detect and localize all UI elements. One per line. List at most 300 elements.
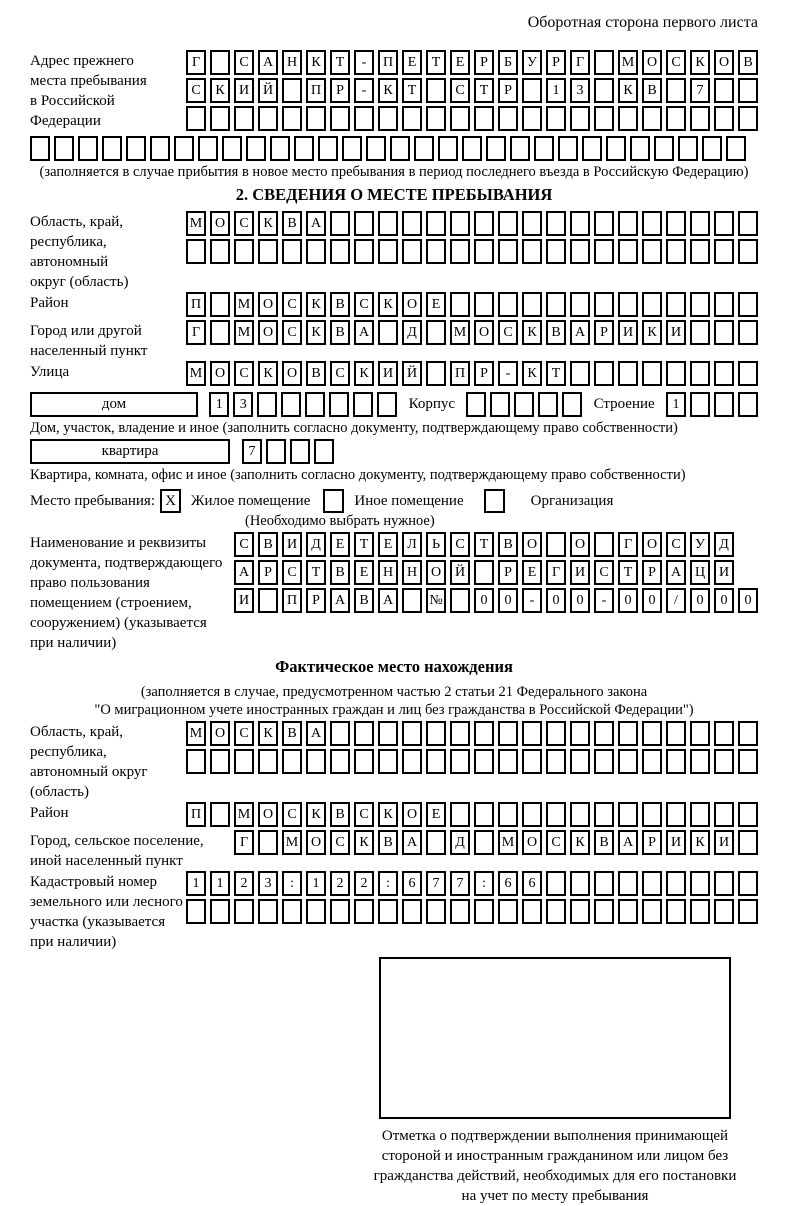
- char-cell[interactable]: [642, 292, 662, 317]
- char-cell[interactable]: [570, 211, 590, 236]
- char-cell[interactable]: [282, 78, 302, 103]
- char-cell[interactable]: С: [282, 560, 302, 585]
- char-cell[interactable]: С: [330, 361, 350, 386]
- char-cell[interactable]: [290, 439, 310, 464]
- char-cell[interactable]: [402, 211, 422, 236]
- char-cell[interactable]: В: [378, 830, 398, 855]
- char-cell[interactable]: [330, 721, 350, 746]
- char-cell[interactable]: В: [498, 532, 518, 557]
- char-cell[interactable]: С: [354, 802, 374, 827]
- char-cell[interactable]: О: [210, 721, 230, 746]
- char-cell[interactable]: А: [258, 50, 278, 75]
- char-cell[interactable]: [210, 50, 230, 75]
- char-cell[interactable]: [390, 136, 410, 161]
- char-cell[interactable]: [738, 802, 758, 827]
- char-cell[interactable]: [210, 899, 230, 924]
- char-cell[interactable]: 1: [666, 392, 686, 417]
- char-cell[interactable]: [666, 871, 686, 896]
- char-cell[interactable]: [402, 899, 422, 924]
- char-cell[interactable]: [378, 239, 398, 264]
- char-cell[interactable]: [738, 392, 758, 417]
- char-cell[interactable]: В: [642, 78, 662, 103]
- char-cell[interactable]: С: [450, 78, 470, 103]
- char-cell[interactable]: У: [522, 50, 542, 75]
- char-cell[interactable]: О: [282, 361, 302, 386]
- char-cell[interactable]: М: [234, 802, 254, 827]
- char-cell[interactable]: [714, 392, 734, 417]
- char-cell[interactable]: [522, 899, 542, 924]
- char-cell[interactable]: О: [426, 560, 446, 585]
- char-cell[interactable]: [174, 136, 194, 161]
- char-cell[interactable]: 2: [234, 871, 254, 896]
- char-cell[interactable]: [738, 292, 758, 317]
- char-cell[interactable]: -: [594, 588, 614, 613]
- char-cell[interactable]: А: [306, 211, 326, 236]
- char-cell[interactable]: [318, 136, 338, 161]
- char-cell[interactable]: [606, 136, 626, 161]
- char-cell[interactable]: [618, 292, 638, 317]
- char-cell[interactable]: 0: [570, 588, 590, 613]
- char-cell[interactable]: [546, 802, 566, 827]
- char-cell[interactable]: В: [546, 320, 566, 345]
- char-cell[interactable]: О: [474, 320, 494, 345]
- char-cell[interactable]: С: [282, 802, 302, 827]
- char-cell[interactable]: [330, 239, 350, 264]
- char-cell[interactable]: [594, 239, 614, 264]
- char-cell[interactable]: [714, 802, 734, 827]
- char-cell[interactable]: [534, 136, 554, 161]
- char-cell[interactable]: К: [258, 721, 278, 746]
- char-cell[interactable]: О: [522, 532, 542, 557]
- char-cell[interactable]: 1: [186, 871, 206, 896]
- residence-type-checkbox-zhiloe[interactable]: X: [160, 489, 181, 513]
- char-cell[interactable]: К: [258, 361, 278, 386]
- char-cell[interactable]: [570, 106, 590, 131]
- char-cell[interactable]: [354, 239, 374, 264]
- char-cell[interactable]: К: [306, 320, 326, 345]
- char-cell[interactable]: [714, 239, 734, 264]
- char-cell[interactable]: [426, 211, 446, 236]
- char-cell[interactable]: С: [594, 560, 614, 585]
- char-cell[interactable]: Д: [306, 532, 326, 557]
- char-cell[interactable]: А: [354, 320, 374, 345]
- char-cell[interactable]: К: [306, 802, 326, 827]
- char-cell[interactable]: [690, 239, 710, 264]
- char-cell[interactable]: С: [234, 361, 254, 386]
- char-cell[interactable]: -: [354, 50, 374, 75]
- char-cell[interactable]: [54, 136, 74, 161]
- char-cell[interactable]: [594, 50, 614, 75]
- char-cell[interactable]: К: [618, 78, 638, 103]
- char-cell[interactable]: [618, 361, 638, 386]
- char-cell[interactable]: Н: [402, 560, 422, 585]
- char-cell[interactable]: О: [570, 532, 590, 557]
- char-cell[interactable]: [570, 802, 590, 827]
- char-cell[interactable]: [558, 136, 578, 161]
- char-cell[interactable]: М: [282, 830, 302, 855]
- char-cell[interactable]: У: [690, 532, 710, 557]
- char-cell[interactable]: [402, 106, 422, 131]
- char-cell[interactable]: [618, 721, 638, 746]
- char-cell[interactable]: 7: [426, 871, 446, 896]
- char-cell[interactable]: М: [186, 721, 206, 746]
- char-cell[interactable]: [594, 78, 614, 103]
- char-cell[interactable]: С: [666, 50, 686, 75]
- char-cell[interactable]: 2: [330, 871, 350, 896]
- char-cell[interactable]: [594, 899, 614, 924]
- char-cell[interactable]: [186, 749, 206, 774]
- char-cell[interactable]: К: [210, 78, 230, 103]
- char-cell[interactable]: И: [666, 830, 686, 855]
- char-cell[interactable]: Т: [354, 532, 374, 557]
- char-cell[interactable]: С: [234, 532, 254, 557]
- char-cell[interactable]: К: [378, 292, 398, 317]
- char-cell[interactable]: Е: [450, 50, 470, 75]
- char-cell[interactable]: М: [450, 320, 470, 345]
- char-cell[interactable]: [570, 239, 590, 264]
- char-cell[interactable]: [450, 802, 470, 827]
- char-cell[interactable]: [450, 899, 470, 924]
- char-cell[interactable]: К: [522, 320, 542, 345]
- char-cell[interactable]: В: [594, 830, 614, 855]
- char-cell[interactable]: :: [378, 871, 398, 896]
- char-cell[interactable]: Й: [402, 361, 422, 386]
- char-cell[interactable]: Р: [642, 830, 662, 855]
- char-cell[interactable]: [462, 136, 482, 161]
- char-cell[interactable]: [570, 721, 590, 746]
- char-cell[interactable]: [234, 239, 254, 264]
- char-cell[interactable]: П: [186, 292, 206, 317]
- char-cell[interactable]: [486, 136, 506, 161]
- char-cell[interactable]: [642, 899, 662, 924]
- char-cell[interactable]: [222, 136, 242, 161]
- char-cell[interactable]: [738, 830, 758, 855]
- char-cell[interactable]: [474, 721, 494, 746]
- char-cell[interactable]: [522, 211, 542, 236]
- char-cell[interactable]: [562, 392, 582, 417]
- char-cell[interactable]: Р: [498, 560, 518, 585]
- char-cell[interactable]: Т: [474, 532, 494, 557]
- char-cell[interactable]: [426, 361, 446, 386]
- char-cell[interactable]: [594, 211, 614, 236]
- char-cell[interactable]: :: [474, 871, 494, 896]
- char-cell[interactable]: [210, 292, 230, 317]
- char-cell[interactable]: Д: [402, 320, 422, 345]
- char-cell[interactable]: [546, 106, 566, 131]
- char-cell[interactable]: [738, 749, 758, 774]
- char-cell[interactable]: [498, 239, 518, 264]
- char-cell[interactable]: [666, 211, 686, 236]
- char-cell[interactable]: П: [450, 361, 470, 386]
- char-cell[interactable]: [426, 239, 446, 264]
- char-cell[interactable]: [258, 749, 278, 774]
- char-cell[interactable]: [210, 802, 230, 827]
- char-cell[interactable]: [546, 292, 566, 317]
- char-cell[interactable]: А: [306, 721, 326, 746]
- char-cell[interactable]: [594, 361, 614, 386]
- char-cell[interactable]: Р: [330, 78, 350, 103]
- char-cell[interactable]: №: [426, 588, 446, 613]
- char-cell[interactable]: [426, 78, 446, 103]
- char-cell[interactable]: [642, 239, 662, 264]
- char-cell[interactable]: К: [354, 830, 374, 855]
- char-cell[interactable]: [738, 239, 758, 264]
- char-cell[interactable]: [474, 292, 494, 317]
- char-cell[interactable]: [702, 136, 722, 161]
- char-cell[interactable]: [714, 721, 734, 746]
- char-cell[interactable]: 6: [498, 871, 518, 896]
- char-cell[interactable]: [510, 136, 530, 161]
- char-cell[interactable]: [210, 749, 230, 774]
- char-cell[interactable]: К: [354, 361, 374, 386]
- char-cell[interactable]: [126, 136, 146, 161]
- char-cell[interactable]: [666, 78, 686, 103]
- char-cell[interactable]: Т: [402, 78, 422, 103]
- char-cell[interactable]: О: [258, 292, 278, 317]
- char-cell[interactable]: [330, 899, 350, 924]
- char-cell[interactable]: Е: [522, 560, 542, 585]
- char-cell[interactable]: [514, 392, 534, 417]
- char-cell[interactable]: Е: [378, 532, 398, 557]
- char-cell[interactable]: [594, 532, 614, 557]
- char-cell[interactable]: [102, 136, 122, 161]
- char-cell[interactable]: [630, 136, 650, 161]
- residence-type-checkbox-org[interactable]: [484, 489, 505, 513]
- char-cell[interactable]: 7: [450, 871, 470, 896]
- char-cell[interactable]: [474, 749, 494, 774]
- char-cell[interactable]: [582, 136, 602, 161]
- char-cell[interactable]: [426, 749, 446, 774]
- char-cell[interactable]: [282, 106, 302, 131]
- char-cell[interactable]: [378, 899, 398, 924]
- char-cell[interactable]: О: [642, 532, 662, 557]
- char-cell[interactable]: О: [210, 361, 230, 386]
- char-cell[interactable]: [594, 802, 614, 827]
- char-cell[interactable]: 3: [570, 78, 590, 103]
- char-cell[interactable]: [714, 361, 734, 386]
- char-cell[interactable]: Г: [570, 50, 590, 75]
- char-cell[interactable]: /: [666, 588, 686, 613]
- char-cell[interactable]: [257, 392, 277, 417]
- char-cell[interactable]: [498, 106, 518, 131]
- char-cell[interactable]: Г: [186, 50, 206, 75]
- char-cell[interactable]: Р: [474, 50, 494, 75]
- char-cell[interactable]: [666, 292, 686, 317]
- char-cell[interactable]: А: [570, 320, 590, 345]
- char-cell[interactable]: К: [522, 361, 542, 386]
- char-cell[interactable]: А: [234, 560, 254, 585]
- char-cell[interactable]: 0: [738, 588, 758, 613]
- char-cell[interactable]: [426, 830, 446, 855]
- char-cell[interactable]: [150, 136, 170, 161]
- char-cell[interactable]: [426, 899, 446, 924]
- char-cell[interactable]: [570, 292, 590, 317]
- char-cell[interactable]: Т: [426, 50, 446, 75]
- residence-type-checkbox-inoe[interactable]: [323, 489, 344, 513]
- char-cell[interactable]: [738, 78, 758, 103]
- char-cell[interactable]: [466, 392, 486, 417]
- char-cell[interactable]: Т: [546, 361, 566, 386]
- char-cell[interactable]: Р: [546, 50, 566, 75]
- char-cell[interactable]: [498, 749, 518, 774]
- char-cell[interactable]: [330, 106, 350, 131]
- char-cell[interactable]: К: [258, 211, 278, 236]
- char-cell[interactable]: [305, 392, 325, 417]
- char-cell[interactable]: [414, 136, 434, 161]
- char-cell[interactable]: [642, 871, 662, 896]
- char-cell[interactable]: О: [258, 802, 278, 827]
- char-cell[interactable]: [234, 749, 254, 774]
- char-cell[interactable]: [618, 899, 638, 924]
- char-cell[interactable]: [78, 136, 98, 161]
- char-cell[interactable]: [354, 106, 374, 131]
- char-cell[interactable]: Е: [330, 532, 350, 557]
- char-cell[interactable]: [294, 136, 314, 161]
- char-cell[interactable]: [666, 106, 686, 131]
- char-cell[interactable]: :: [282, 871, 302, 896]
- char-cell[interactable]: [594, 292, 614, 317]
- char-cell[interactable]: [522, 802, 542, 827]
- char-cell[interactable]: Ь: [426, 532, 446, 557]
- char-cell[interactable]: [450, 211, 470, 236]
- char-cell[interactable]: [258, 830, 278, 855]
- char-cell[interactable]: [354, 211, 374, 236]
- char-cell[interactable]: [378, 721, 398, 746]
- char-cell[interactable]: 1: [210, 871, 230, 896]
- char-cell[interactable]: О: [402, 802, 422, 827]
- char-cell[interactable]: И: [714, 560, 734, 585]
- char-cell[interactable]: -: [354, 78, 374, 103]
- char-cell[interactable]: [690, 392, 710, 417]
- char-cell[interactable]: [474, 239, 494, 264]
- char-cell[interactable]: [426, 320, 446, 345]
- char-cell[interactable]: Р: [306, 588, 326, 613]
- char-cell[interactable]: [690, 320, 710, 345]
- char-cell[interactable]: 0: [714, 588, 734, 613]
- char-cell[interactable]: О: [258, 320, 278, 345]
- char-cell[interactable]: [642, 211, 662, 236]
- char-cell[interactable]: [354, 749, 374, 774]
- char-cell[interactable]: Е: [354, 560, 374, 585]
- char-cell[interactable]: [30, 136, 50, 161]
- dom-box[interactable]: дом: [30, 392, 198, 417]
- char-cell[interactable]: В: [354, 588, 374, 613]
- char-cell[interactable]: [522, 721, 542, 746]
- char-cell[interactable]: [366, 136, 386, 161]
- char-cell[interactable]: С: [282, 320, 302, 345]
- char-cell[interactable]: [714, 211, 734, 236]
- char-cell[interactable]: [522, 106, 542, 131]
- char-cell[interactable]: [378, 749, 398, 774]
- char-cell[interactable]: [450, 292, 470, 317]
- char-cell[interactable]: А: [402, 830, 422, 855]
- char-cell[interactable]: [714, 749, 734, 774]
- char-cell[interactable]: 7: [242, 439, 262, 464]
- char-cell[interactable]: В: [306, 361, 326, 386]
- char-cell[interactable]: [210, 106, 230, 131]
- char-cell[interactable]: М: [186, 211, 206, 236]
- char-cell[interactable]: С: [354, 292, 374, 317]
- char-cell[interactable]: [738, 361, 758, 386]
- char-cell[interactable]: 0: [498, 588, 518, 613]
- char-cell[interactable]: В: [282, 211, 302, 236]
- char-cell[interactable]: [402, 239, 422, 264]
- char-cell[interactable]: В: [738, 50, 758, 75]
- char-cell[interactable]: О: [642, 50, 662, 75]
- char-cell[interactable]: С: [546, 830, 566, 855]
- char-cell[interactable]: [186, 106, 206, 131]
- char-cell[interactable]: 6: [522, 871, 542, 896]
- char-cell[interactable]: [498, 899, 518, 924]
- char-cell[interactable]: [246, 136, 266, 161]
- char-cell[interactable]: П: [378, 50, 398, 75]
- char-cell[interactable]: С: [330, 830, 350, 855]
- char-cell[interactable]: [594, 749, 614, 774]
- char-cell[interactable]: И: [570, 560, 590, 585]
- char-cell[interactable]: [330, 211, 350, 236]
- char-cell[interactable]: [258, 899, 278, 924]
- char-cell[interactable]: Н: [378, 560, 398, 585]
- char-cell[interactable]: [450, 106, 470, 131]
- char-cell[interactable]: [690, 361, 710, 386]
- char-cell[interactable]: [522, 292, 542, 317]
- char-cell[interactable]: [450, 749, 470, 774]
- char-cell[interactable]: М: [498, 830, 518, 855]
- char-cell[interactable]: [714, 320, 734, 345]
- char-cell[interactable]: [618, 106, 638, 131]
- char-cell[interactable]: [666, 899, 686, 924]
- char-cell[interactable]: [546, 749, 566, 774]
- char-cell[interactable]: В: [330, 320, 350, 345]
- char-cell[interactable]: А: [330, 588, 350, 613]
- char-cell[interactable]: Б: [498, 50, 518, 75]
- char-cell[interactable]: [210, 320, 230, 345]
- char-cell[interactable]: [306, 749, 326, 774]
- char-cell[interactable]: [570, 871, 590, 896]
- char-cell[interactable]: 0: [618, 588, 638, 613]
- char-cell[interactable]: 0: [474, 588, 494, 613]
- char-cell[interactable]: Д: [450, 830, 470, 855]
- char-cell[interactable]: [282, 899, 302, 924]
- char-cell[interactable]: [738, 871, 758, 896]
- char-cell[interactable]: [714, 292, 734, 317]
- char-cell[interactable]: Р: [498, 78, 518, 103]
- char-cell[interactable]: П: [186, 802, 206, 827]
- char-cell[interactable]: -: [522, 588, 542, 613]
- char-cell[interactable]: [474, 211, 494, 236]
- char-cell[interactable]: С: [450, 532, 470, 557]
- char-cell[interactable]: [266, 439, 286, 464]
- char-cell[interactable]: Т: [330, 50, 350, 75]
- char-cell[interactable]: [642, 361, 662, 386]
- char-cell[interactable]: Й: [450, 560, 470, 585]
- char-cell[interactable]: [714, 871, 734, 896]
- char-cell[interactable]: О: [522, 830, 542, 855]
- char-cell[interactable]: И: [378, 361, 398, 386]
- char-cell[interactable]: [306, 239, 326, 264]
- char-cell[interactable]: М: [234, 320, 254, 345]
- char-cell[interactable]: [642, 721, 662, 746]
- char-cell[interactable]: К: [642, 320, 662, 345]
- char-cell[interactable]: [402, 588, 422, 613]
- char-cell[interactable]: [714, 106, 734, 131]
- char-cell[interactable]: [546, 721, 566, 746]
- char-cell[interactable]: [474, 830, 494, 855]
- char-cell[interactable]: [738, 721, 758, 746]
- char-cell[interactable]: С: [234, 211, 254, 236]
- char-cell[interactable]: 2: [354, 871, 374, 896]
- char-cell[interactable]: [438, 136, 458, 161]
